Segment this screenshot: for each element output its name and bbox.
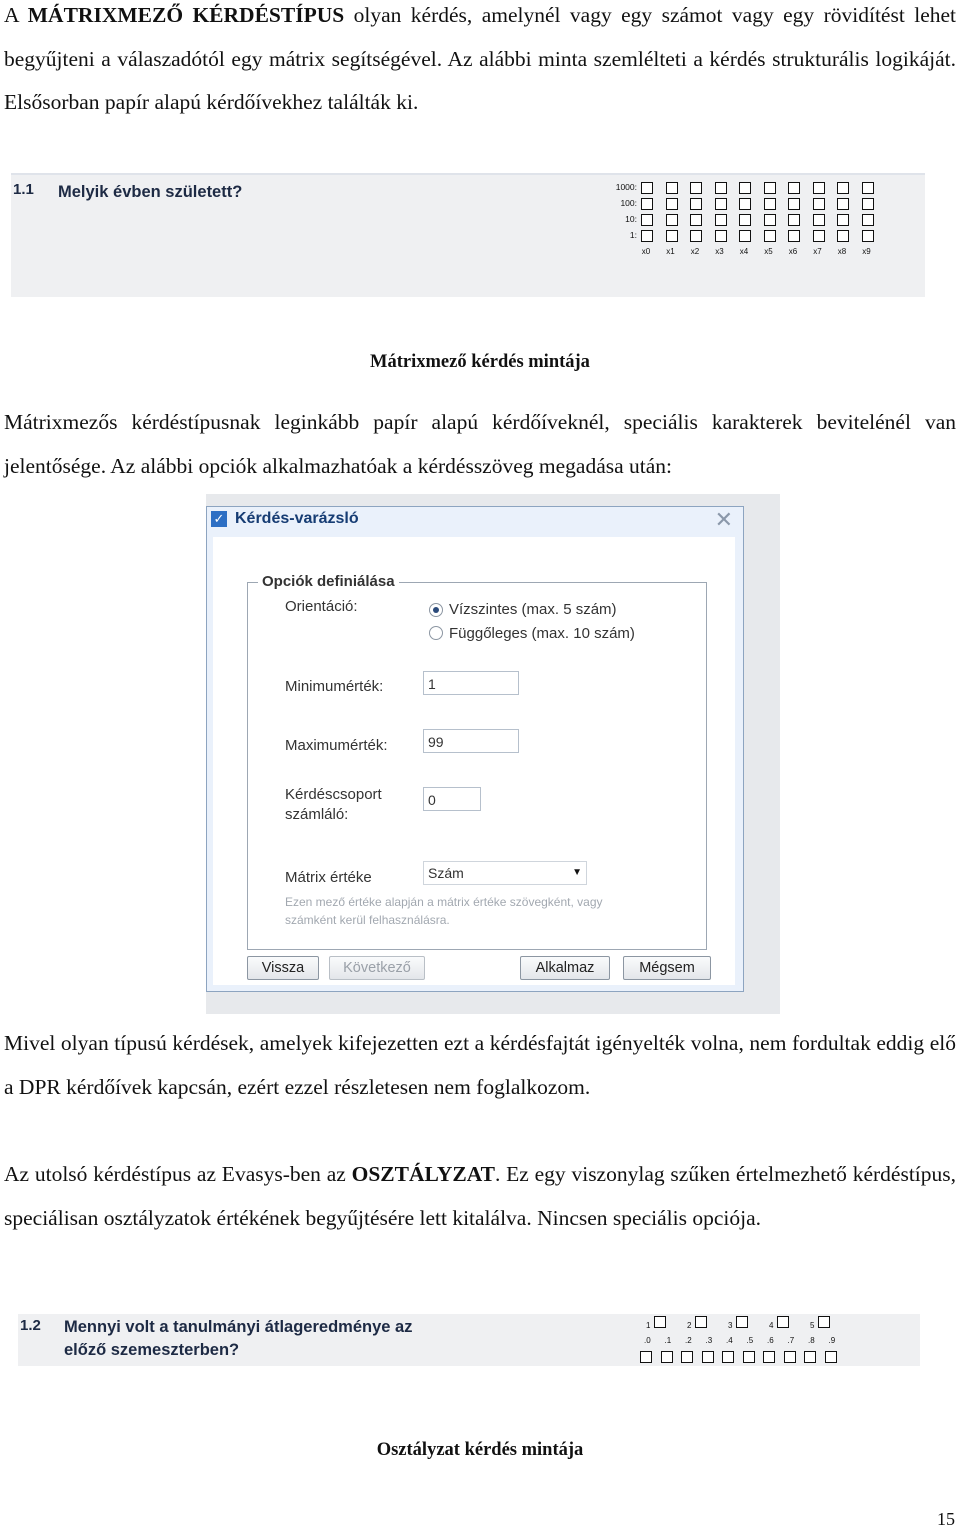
min-value-label: Minimumérték: [285, 678, 384, 695]
decimal-label: .2 [685, 1336, 692, 1345]
caption-matrix-sample: Mátrixmező kérdés mintája [370, 352, 590, 372]
matrix-checkbox[interactable] [813, 182, 825, 194]
matrix-checkbox[interactable] [813, 230, 825, 242]
max-value-label: Maximumérték: [285, 737, 388, 754]
matrix-row-label: 1000: [615, 182, 637, 192]
next-button[interactable]: Következő [329, 956, 425, 980]
min-value-input[interactable]: 1 [423, 671, 519, 695]
matrix-checkbox[interactable] [862, 214, 874, 226]
decimal-checkbox[interactable] [743, 1351, 755, 1363]
wizard-screenshot [206, 494, 780, 1014]
matrix-row-label: 10: [625, 214, 637, 224]
dialog-body [213, 537, 735, 985]
intro-text: olyan kérdés, amelynél vagy egy számot vagy egy rövidítést lehet begyűjteni a válaszadótól egy mátrix segítségével. Az alábbi minta szemlélteti a kérdés strukturális logikáját. Elsősorban papír alapú kérdőívekhez találták ki. [4, 3, 956, 114]
para4-term: OSZTÁLYZAT [351, 1162, 495, 1186]
matrix-column-label: x2 [690, 247, 700, 256]
matrix-checkbox[interactable] [788, 230, 800, 242]
matrix-column-label: x9 [862, 247, 871, 256]
matrix-checkbox[interactable] [666, 214, 678, 226]
grade-label: 4 [769, 1321, 774, 1330]
decimal-checkbox[interactable] [702, 1351, 714, 1363]
decimal-checkbox[interactable] [661, 1351, 673, 1363]
matrix-checkbox[interactable] [813, 198, 825, 210]
intro-prefix: A [4, 3, 28, 27]
decimal-label: .7 [787, 1336, 795, 1345]
matrix-checkbox[interactable] [764, 214, 776, 226]
matrix-checkbox[interactable] [739, 230, 751, 242]
matrix-column-label: x6 [788, 247, 798, 256]
matrix-checkbox[interactable] [715, 182, 727, 194]
question-text-2a: Mennyi volt a tanulmányi átlageredménye az [64, 1318, 413, 1336]
matrix-checkbox[interactable] [837, 198, 849, 210]
decimal-checkbox[interactable] [640, 1351, 652, 1363]
matrix-checkbox[interactable] [641, 182, 653, 194]
matrix-column-label: x8 [837, 247, 847, 256]
matrix-value-label: Mátrix értéke [285, 869, 372, 886]
matrix-column-label: x7 [813, 247, 822, 256]
caption-grade-sample: Osztályzat kérdés mintája [376, 1440, 584, 1460]
back-button[interactable]: Vissza [247, 956, 319, 980]
matrix-checkbox[interactable] [788, 214, 800, 226]
decimal-label: .3 [705, 1336, 713, 1345]
matrix-checkbox[interactable] [666, 198, 678, 210]
matrix-checkbox[interactable] [715, 198, 727, 210]
matrix-question-sample [11, 173, 925, 297]
matrix-checkbox[interactable] [788, 198, 800, 210]
group-counter-input[interactable]: 0 [423, 787, 481, 811]
matrix-value-select[interactable] [423, 861, 587, 885]
radio-horizontal-label[interactable]: Vízszintes (max. 5 szám) [449, 601, 617, 618]
matrix-checkbox[interactable] [715, 214, 727, 226]
decimal-label: .8 [808, 1336, 815, 1345]
matrix-checkbox[interactable] [641, 214, 653, 226]
matrix-checkbox[interactable] [862, 230, 874, 242]
page-number: 15 [937, 1509, 955, 1529]
question-number-2: 1.2 [20, 1317, 41, 1334]
decimal-checkbox[interactable] [763, 1351, 775, 1363]
question-text-2b: előző szemeszterben? [64, 1341, 240, 1359]
fieldset-legend: Opciók definiálása [258, 573, 399, 590]
decimal-checkbox[interactable] [681, 1351, 693, 1363]
decimal-checkbox[interactable] [784, 1351, 796, 1363]
grade-label: 1 [646, 1321, 651, 1330]
matrix-checkbox[interactable] [641, 198, 653, 210]
matrix-checkbox[interactable] [690, 198, 702, 210]
grade-checkbox[interactable] [818, 1316, 830, 1328]
apply-button[interactable]: Alkalmaz [520, 956, 610, 980]
matrix-value-help-1: Ezen mező értéke alapján a mátrix értéke szövegként, vagy [285, 895, 603, 909]
close-icon[interactable]: ✕ [714, 507, 733, 532]
matrix-checkbox[interactable] [641, 230, 653, 242]
grade-label: 5 [810, 1321, 815, 1330]
matrix-checkbox[interactable] [837, 230, 849, 242]
matrix-checkbox[interactable] [764, 198, 776, 210]
matrix-column-label: x5 [764, 247, 773, 256]
max-value-input[interactable]: 99 [423, 729, 519, 753]
dialog-title: Kérdés-varázsló [235, 510, 359, 527]
grade-checkbox[interactable] [777, 1316, 789, 1328]
paragraph-2: Mátrixmezős kérdéstípusnak leginkább papír alapú kérdőíveknél, speciális karakterek bevitelénél van jelentősége. Az alábbi opciók alkalmazhatóak a kérdésszöveg megadása után: [4, 410, 956, 478]
matrix-checkbox[interactable] [739, 198, 751, 210]
radio-vertical-label[interactable]: Függőleges (max. 10 szám) [449, 625, 635, 642]
intro-term: MÁTRIXMEZŐ KÉRDÉSTÍPUS [27, 3, 345, 27]
matrix-checkbox[interactable] [739, 182, 751, 194]
matrix-checkbox[interactable] [764, 230, 776, 242]
matrix-checkbox[interactable] [764, 182, 776, 194]
checkbox-icon: ✓ [211, 511, 227, 527]
radio-horizontal[interactable] [429, 603, 443, 617]
matrix-column-label: x1 [666, 247, 675, 256]
orientation-label: Orientáció: [285, 598, 358, 615]
matrix-value-help-2: számként kerül felhasználásra. [285, 913, 450, 927]
matrix-checkbox[interactable] [715, 230, 727, 242]
matrix-row-label: 1: [629, 230, 637, 240]
dialog-titlebar [207, 507, 743, 533]
matrix-checkbox[interactable] [690, 182, 702, 194]
cancel-button[interactable]: Mégsem [623, 956, 711, 980]
matrix-checkbox[interactable] [666, 182, 678, 194]
decimal-label: .5 [746, 1336, 754, 1345]
paragraph-4 [4, 1153, 956, 1240]
decimal-checkbox[interactable] [825, 1351, 837, 1363]
matrix-value-selected: Szám [428, 865, 464, 881]
group-counter-label-2: számláló: [285, 806, 349, 823]
question-wizard-dialog [206, 506, 744, 992]
decimal-label: .1 [664, 1336, 672, 1345]
group-counter-label-1: Kérdéscsoport [285, 786, 382, 803]
grade-label: 2 [687, 1321, 692, 1330]
matrix-checkbox[interactable] [690, 214, 702, 226]
matrix-checkbox[interactable] [862, 198, 874, 210]
grade-checkbox[interactable] [695, 1316, 707, 1328]
matrix-column-label: x4 [739, 247, 749, 256]
matrix-row-label: 100: [620, 198, 637, 208]
decimal-checkbox[interactable] [722, 1351, 734, 1363]
intro-paragraph [4, 0, 956, 125]
decimal-label: .6 [767, 1336, 774, 1345]
matrix-checkbox[interactable] [666, 230, 678, 242]
decimal-label: .0 [644, 1336, 651, 1345]
question-number: 1.1 [13, 181, 34, 198]
chevron-down-icon: ▼ [572, 867, 582, 878]
grade-checkbox[interactable] [654, 1316, 666, 1328]
decimal-label: .9 [828, 1336, 836, 1345]
matrix-checkbox[interactable] [788, 182, 800, 194]
para4-prefix: Az utolsó kérdéstípus az Evasys-ben az [4, 1162, 352, 1186]
radio-vertical[interactable] [429, 626, 443, 640]
matrix-checkbox[interactable] [690, 230, 702, 242]
paragraph-3: Mivel olyan típusú kérdések, amelyek kifejezetten ezt a kérdésfajtát igényelték volna, nem fordultak eddig elő a DPR kérdőívek kapcsán, ezért ezzel részletesen nem foglalkozom. [4, 1031, 956, 1099]
matrix-column-label: x3 [715, 247, 724, 256]
matrix-checkbox[interactable] [837, 214, 849, 226]
decimal-label: .4 [726, 1336, 733, 1345]
grade-checkbox[interactable] [736, 1316, 748, 1328]
question-text: Melyik évben született? [58, 183, 243, 201]
matrix-checkbox[interactable] [739, 214, 751, 226]
matrix-column-label: x0 [641, 247, 651, 256]
decimal-checkbox[interactable] [804, 1351, 816, 1363]
grade-label: 3 [728, 1321, 733, 1330]
matrix-checkbox[interactable] [862, 182, 874, 194]
matrix-checkbox[interactable] [837, 182, 849, 194]
grade-question-sample [18, 1314, 920, 1366]
para4-text: . Ez egy viszonylag szűken értelmezhető kérdéstípus, speciálisan osztályzatok értékének begyűjtésére lett kitalálva. Nincsen speciális opciója. [4, 1162, 957, 1230]
matrix-checkbox[interactable] [813, 214, 825, 226]
